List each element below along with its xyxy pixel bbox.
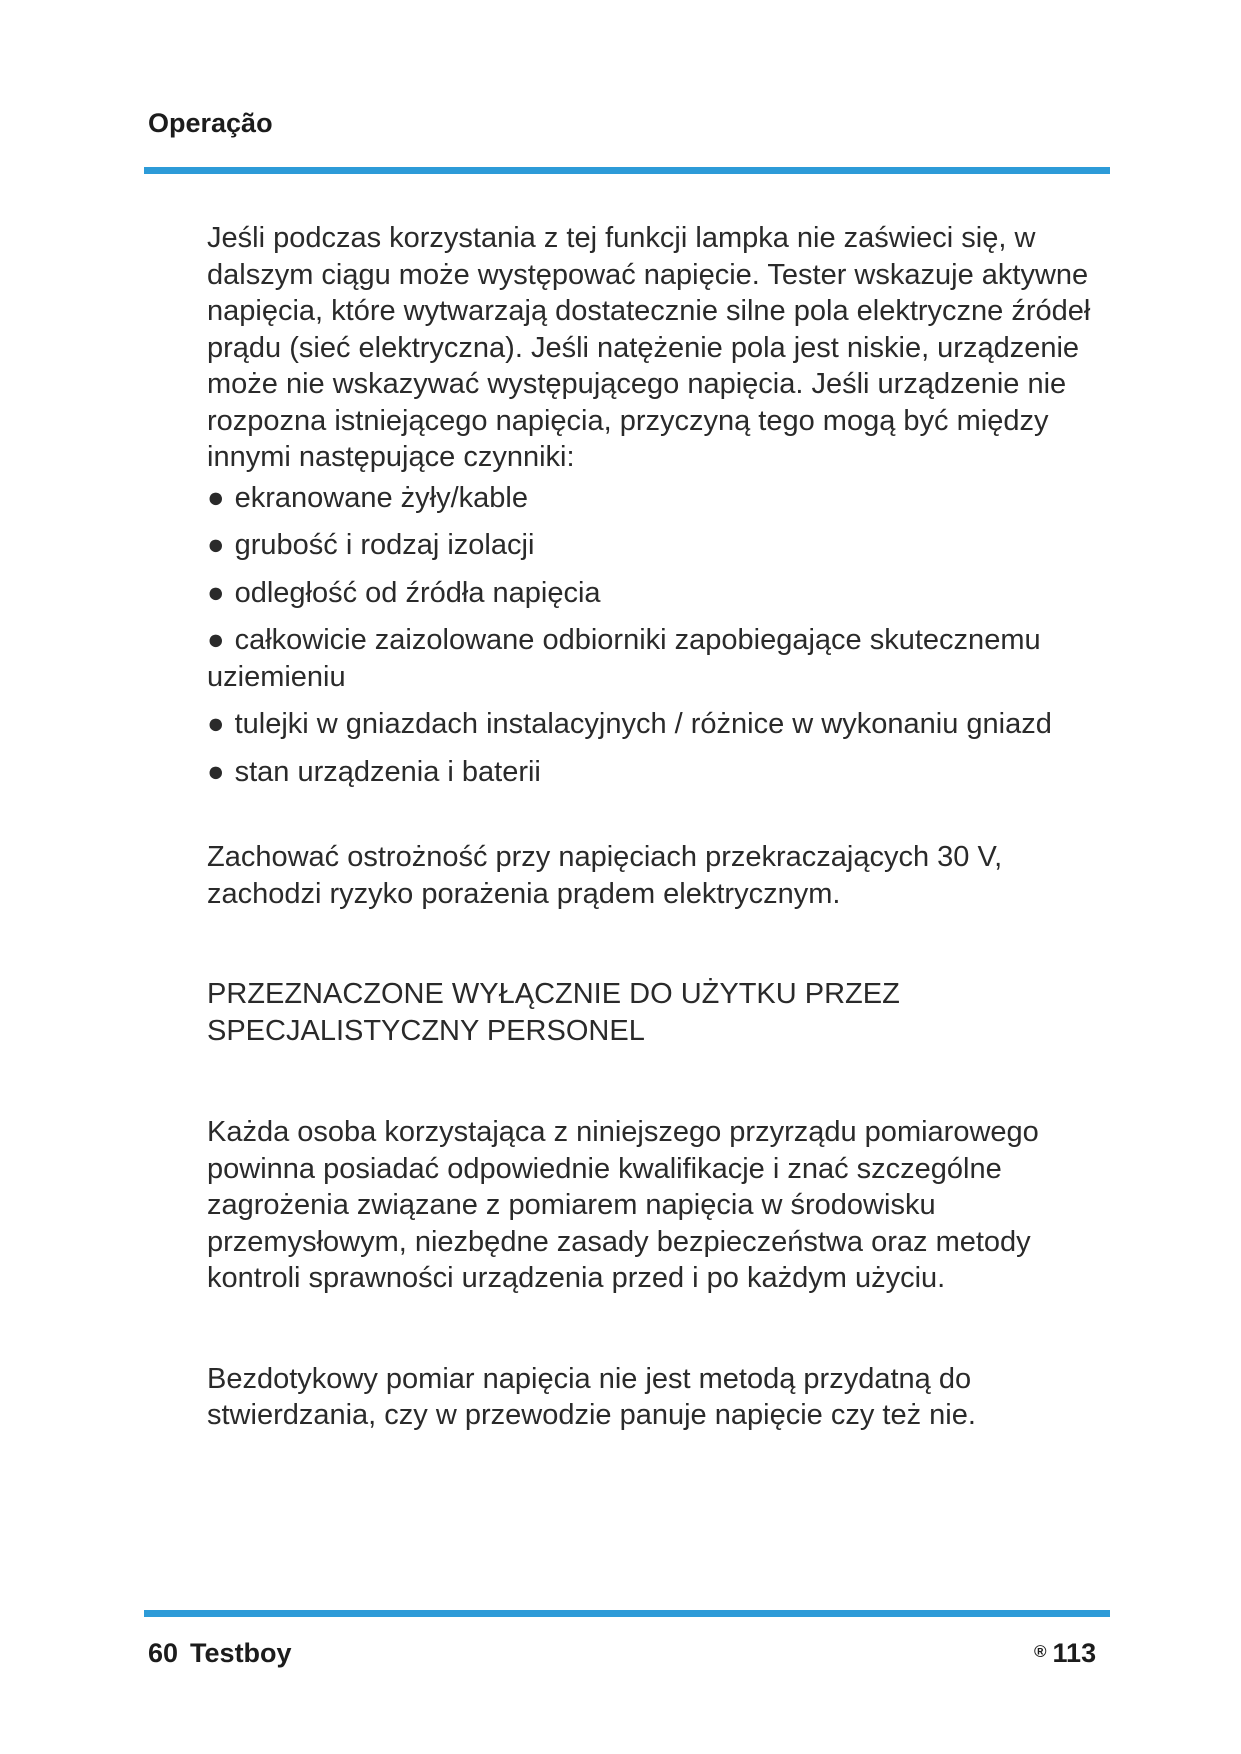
bullet-icon: ● (207, 624, 225, 656)
main-content (207, 220, 1107, 1434)
footer-left (148, 1638, 292, 1669)
registered-mark: ® (1034, 1642, 1047, 1661)
footer-right (1034, 1638, 1096, 1669)
list-item: ● stan urządzenia i baterii (207, 755, 541, 788)
page-number-left: 60 (148, 1638, 179, 1668)
bullet-icon: ● (207, 708, 225, 740)
specialist-notice: PRZEZNACZONE WYŁĄCZNIE DO UŻYTKU PRZEZ SPECJALISTYCZNY PERSONEL (207, 978, 900, 1047)
footer-divider (144, 1610, 1110, 1617)
bullet-icon: ● (207, 529, 225, 561)
contactless-note: Bezdotykowy pomiar napięcia nie jest metodą przydatną do stwierdzania, czy w przewodzie panuje napięcie czy też nie. (207, 1362, 976, 1431)
intro-paragraph: Jeśli podczas korzystania z tej funkcji lampka nie zaświeci się, w dalszym ciągu może występować napięcie. Tester wskazuje aktywne napięcia, które wytwarzają dostatecznie silne pola elektryczne źródeł prądu (sieć elektryczna). Jeśli natężenie pola jest niskie, urządzenie może nie wskazywać występującego napięcia. Jeśli urządzenie nie rozpozna istniejącego napięcia, przyczyną tego mogą być między innymi następujące czynniki: (207, 222, 1091, 473)
list-item: ● odległość od źródła napięcia (207, 576, 601, 609)
brand-name: Testboy (190, 1638, 292, 1668)
list-item: ● ekranowane żyły/kable (207, 481, 528, 514)
qualification-paragraph: Każda osoba korzystająca z niniejszego przyrządu pomiarowego powinna posiadać odpowiednie kwalifikacje i znać szczególne zagrożenia związane z pomiarem napięcia w środowisku przemysłowym, niezbędne zasady bezpieczeństwa oraz metody kontroli sprawności urządzenia przed i po każdym użyciu. (207, 1116, 1039, 1294)
bullet-icon: ● (207, 755, 225, 788)
bullet-icon: ● (207, 481, 225, 514)
list-item: ● tulejki w gniazdach instalacyjnych / różnice w wykonaniu gniazd (207, 708, 1052, 740)
voltage-warning: Zachować ostrożność przy napięciach przekraczających 30 V, zachodzi ryzyko porażenia prądem elektrycznym. (207, 841, 1003, 910)
list-item: ● grubość i rodzaj izolacji (207, 529, 535, 561)
bullet-icon: ● (207, 576, 225, 609)
list-item: ● całkowicie zaizolowane odbiorniki zapobiegające skutecznemu uziemieniu (207, 624, 1041, 693)
factor-list (207, 480, 1107, 791)
page-header-title: Operação (148, 108, 273, 138)
header-divider (144, 167, 1110, 174)
page-number-right: 113 (1052, 1638, 1097, 1668)
